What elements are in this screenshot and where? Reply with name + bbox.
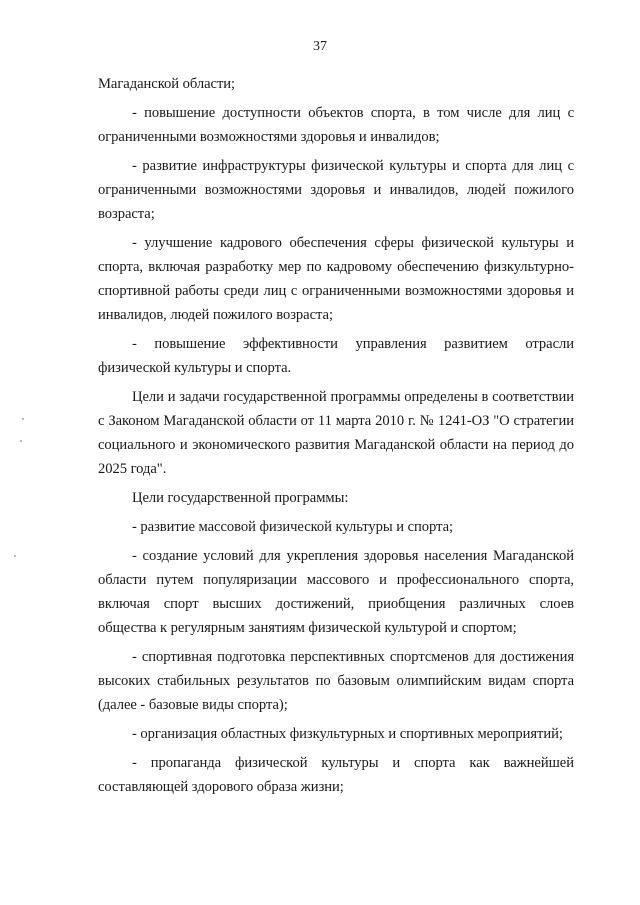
list-item-athlete-training: - спортивная подготовка перспективных спортсменов для достижения высоких стабильных результатов по базовым олимпийским видам спорта (далее - базовые виды спорта);	[98, 649, 574, 713]
list-item-mass-sport: - развитие массовой физической культуры и спорта;	[132, 519, 454, 535]
paragraph-region-continuation: Магаданской области;	[98, 76, 236, 92]
list-item-infrastructure: - развитие инфраструктуры физической культуры и спорта для лиц с ограниченными возможностями здоровья и инвалидов, людей пожилого возраста;	[98, 158, 574, 222]
list-item-accessibility: - повышение доступности объектов спорта, в том числе для лиц с ограниченными возможностями здоровья и инвалидов;	[98, 105, 574, 145]
paragraph-goals-basis: Цели и задачи государственной программы определены в соответствии с Законом Магаданской области от 11 марта 2010 г. № 1241-ОЗ "О стратегии социального и экономического развития Магаданской области на период до 2025 года".	[98, 389, 574, 477]
scan-speck	[14, 555, 16, 557]
list-item-management-efficiency: - повышение эффективности управления развитием отрасли физической культуры и спорта.	[98, 336, 574, 376]
list-item-sport-promotion: - пропаганда физической культуры и спорта как важнейшей составляющей здорового образа жизни;	[98, 755, 574, 795]
page-number: 37	[313, 39, 327, 54]
list-item-staffing: - улучшение кадрового обеспечения сферы физической культуры и спорта, включая разработку мер по кадровому обеспечению физкультурно-спортивной работы среди лиц с ограниченными возможностями здоровья и инвалидов, людей пожилого возраста;	[98, 235, 574, 323]
body-text	[98, 72, 574, 804]
list-item-health-conditions: - создание условий для укрепления здоровья населения Магаданской области путем популяризации массового и профессионального спорта, включая спорт высших достижений, приобщения различных слоев общества к регулярным занятиям физической культурой и спортом;	[98, 548, 574, 636]
scan-speck	[22, 418, 24, 420]
scan-speck	[20, 440, 22, 442]
list-item-regional-events: - организация областных физкультурных и спортивных мероприятий;	[132, 726, 563, 742]
paragraph-goals-heading: Цели государственной программы:	[132, 490, 349, 506]
